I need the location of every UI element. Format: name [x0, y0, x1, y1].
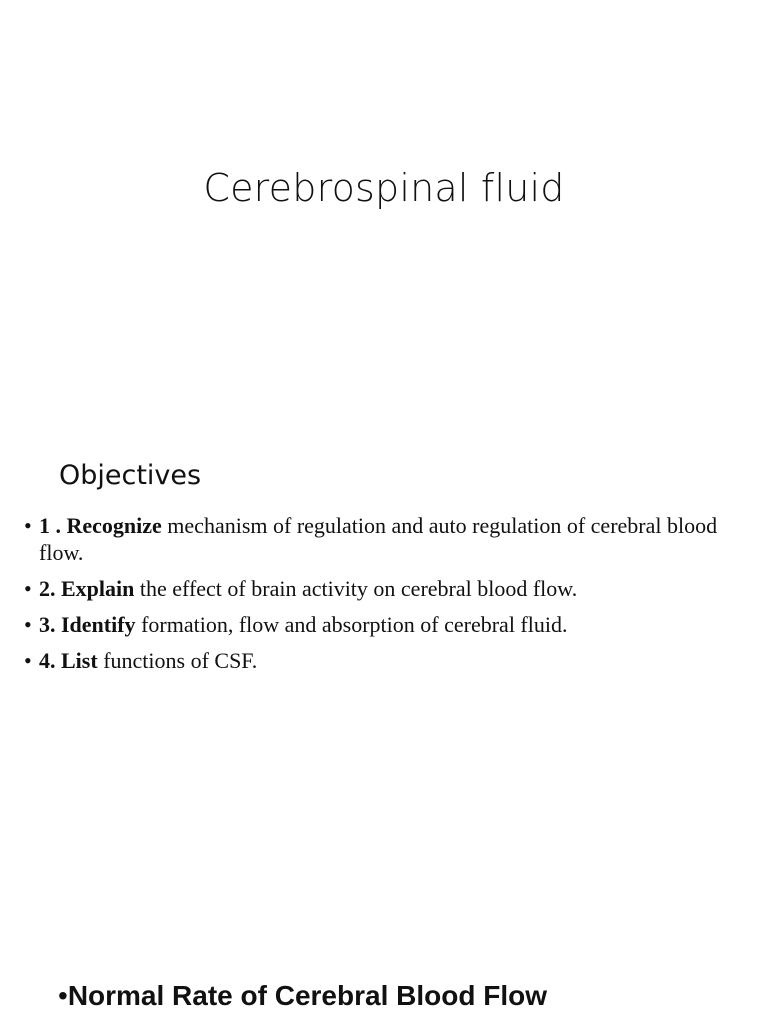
- objective-lead: 4. List: [39, 648, 98, 673]
- blood-flow-slide: [0, 960, 768, 1024]
- objectives-slide: [0, 440, 768, 960]
- objectives-list: [24, 512, 744, 683]
- bullet-marker: •: [24, 612, 32, 637]
- objective-lead: 3. Identify: [39, 612, 136, 637]
- objective-item: [24, 512, 744, 566]
- slide-title: Cerebrospinal fluid: [203, 166, 565, 210]
- objective-lead: 1 . Recognize: [39, 513, 162, 538]
- objective-item: [24, 611, 744, 638]
- objectives-heading: Objectives: [59, 460, 202, 491]
- objective-text: formation, flow and absorption of cerebral fluid.: [135, 612, 568, 637]
- objective-text: the effect of brain activity on cerebral blood flow.: [134, 576, 578, 601]
- objective-text: functions of CSF.: [97, 648, 258, 673]
- bullet-marker: •: [24, 576, 32, 601]
- section-heading-text: Normal Rate of Cerebral Blood Flow: [67, 980, 547, 1011]
- section-heading: [58, 980, 547, 1012]
- title-slide: [0, 0, 768, 440]
- objective-lead: 2. Explain: [39, 576, 135, 601]
- objective-text: mechanism of regulation and auto regulation of cerebral blood flow.: [39, 513, 718, 565]
- bullet-marker: •: [58, 980, 68, 1011]
- bullet-marker: •: [24, 648, 32, 673]
- objective-item: [24, 575, 744, 602]
- objective-item: [24, 647, 744, 674]
- bullet-marker: •: [24, 513, 32, 538]
